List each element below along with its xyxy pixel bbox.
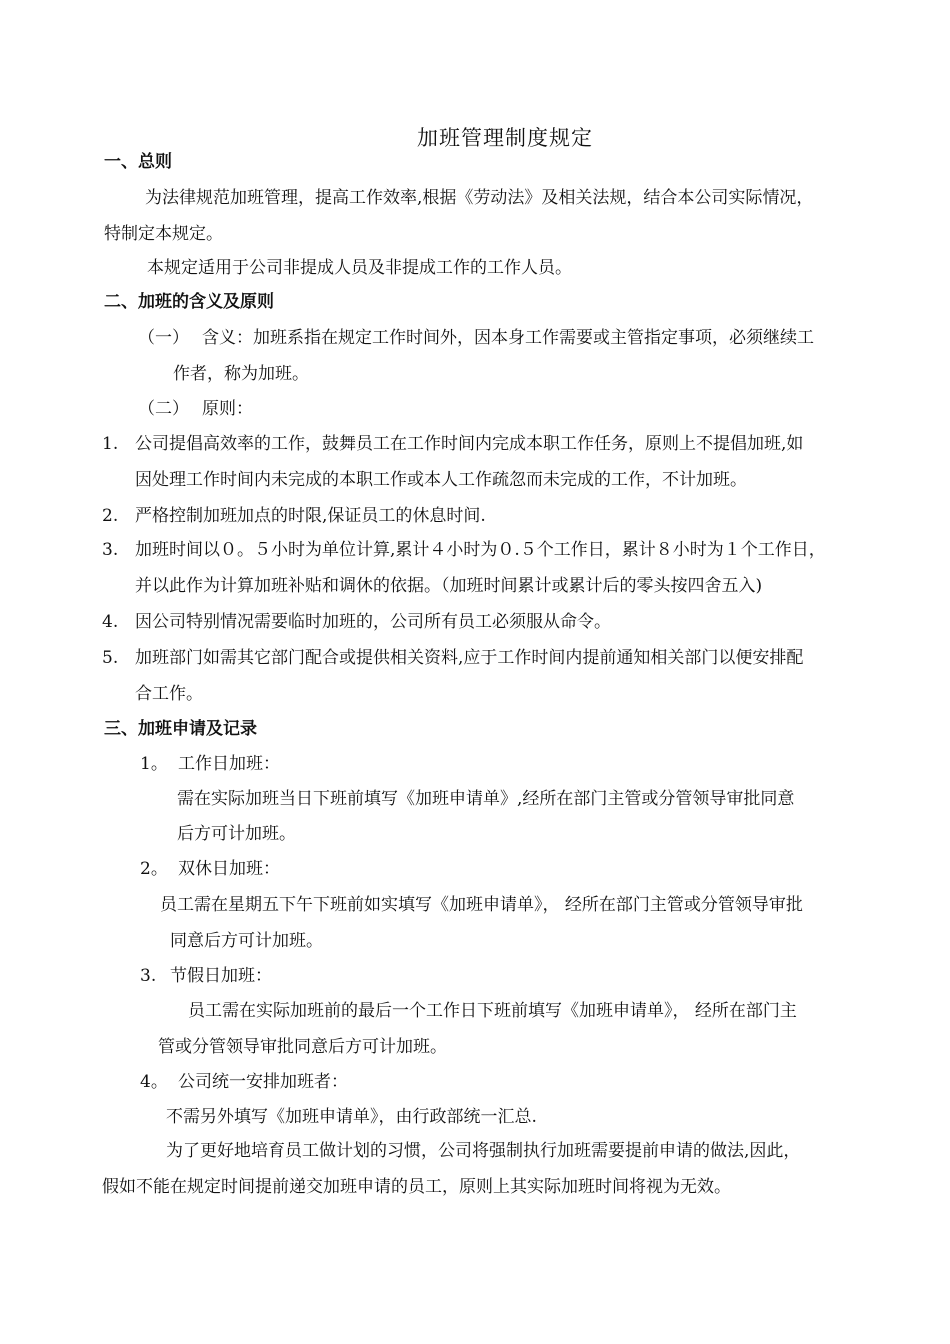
paragraph-line: 本规定适用于公司非提成人员及非提成工作的工作人员。: [147, 258, 572, 278]
item-line: 员工需在实际加班前的最后一个工作日下班前填写《加班申请单》， 经所在部门主: [188, 1001, 797, 1021]
item-line: 同意后方可计加班。: [170, 931, 323, 951]
page-title: 加班管理制度规定: [417, 126, 593, 150]
item-number: 1。: [140, 754, 168, 774]
rule-line: 合工作。: [135, 684, 203, 704]
rule-number: 2.: [102, 506, 119, 526]
paragraph-line: 为法律规范加班管理，提高工作效率,根据《劳动法》及相关法规，结合本公司实际情况，: [145, 188, 814, 208]
item-label: 双休日加班：: [178, 859, 280, 879]
rule-number: 4.: [102, 612, 119, 632]
paragraph-line: 作者，称为加班。: [173, 364, 309, 384]
rule-line: 因处理工作时间内未完成的本职工作或本人工作疏忽而未完成的工作，不计加班。: [135, 470, 747, 490]
closing-line: 为了更好地培育员工做计划的习惯，公司将强制执行加班需要提前申请的做法,因此，: [166, 1141, 801, 1161]
item-label: 节假日加班：: [170, 966, 272, 986]
list-marker: （一）: [138, 328, 189, 348]
list-marker: （二）: [138, 399, 189, 419]
paragraph-line: 原则：: [202, 399, 253, 419]
section-heading-definition: 二、加班的含义及原则: [104, 292, 274, 312]
item-label: 工作日加班：: [178, 754, 280, 774]
rule-line: 并以此作为计算加班补贴和调休的依据。（加班时间累计或累计后的零头按四舍五入): [135, 576, 763, 596]
item-line: 需在实际加班当日下班前填写《加班申请单》,经所在部门主管或分管领导审批同意: [177, 789, 795, 809]
section-heading-general: 一、总则: [104, 152, 172, 172]
item-line: 管或分管领导审批同意后方可计加班。: [158, 1037, 447, 1057]
item-label: 公司统一安排加班者：: [178, 1072, 348, 1092]
paragraph-line: 特制定本规定。: [104, 224, 223, 244]
item-line: 不需另外填写《加班申请单》，由行政部统一汇总.: [166, 1107, 537, 1127]
rule-line: 公司提倡高效率的工作，鼓舞员工在工作时间内完成本职工作任务，原则上不提倡加班,如: [135, 434, 804, 454]
rule-line: 严格控制加班加点的时限,保证员工的休息时间.: [135, 506, 486, 526]
item-line: 员工需在星期五下午下班前如实填写《加班申请单》， 经所在部门主管或分管领导审批: [160, 895, 803, 915]
rule-line: 加班时间以０。５小时为单位计算,累计４小时为０.５个工作日，累计８小时为１个工作日，: [135, 540, 826, 560]
rule-line: 加班部门如需其它部门配合或提供相关资料,应于工作时间内提前通知相关部门以便安排配: [135, 648, 804, 668]
item-number: 4。: [140, 1072, 168, 1092]
rule-number: 5.: [102, 648, 119, 668]
rule-number: 1.: [102, 434, 119, 454]
item-number: 3.: [140, 966, 157, 986]
paragraph-line: 含义：加班系指在规定工作时间外，因本身工作需要或主管指定事项，必须继续工: [202, 328, 814, 348]
item-number: 2。: [140, 859, 168, 879]
rule-line: 因公司特别情况需要临时加班的，公司所有员工必须服从命令。: [135, 612, 611, 632]
closing-line: 假如不能在规定时间提前递交加班申请的员工，原则上其实际加班时间将视为无效。: [102, 1177, 731, 1197]
rule-number: 3.: [102, 540, 119, 560]
section-heading-application: 三、加班申请及记录: [104, 719, 257, 739]
item-line: 后方可计加班。: [177, 824, 296, 844]
